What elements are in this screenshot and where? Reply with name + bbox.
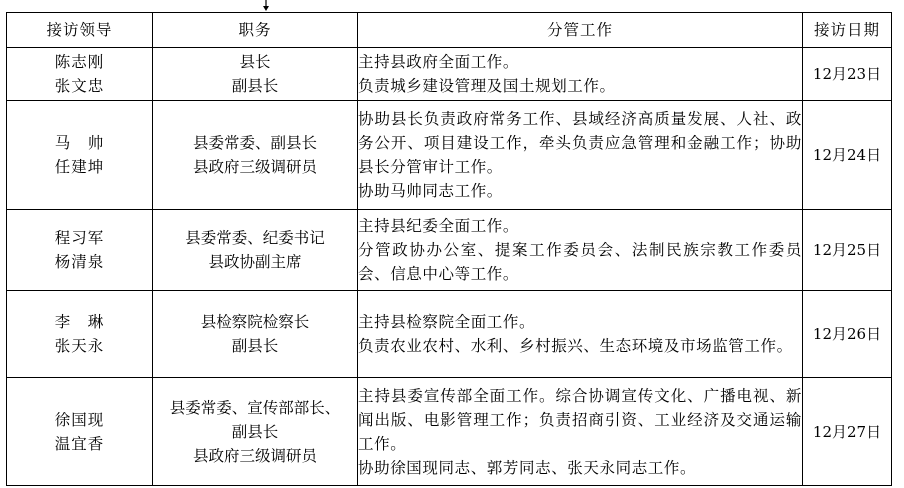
duty-text: 协助徐国现同志、郭芳同志、张天永同志工作。 xyxy=(358,458,697,477)
insertion-marker-icon xyxy=(263,0,269,12)
header-title: 职务 xyxy=(153,13,358,48)
leader-name: 李 琳 xyxy=(54,313,105,331)
leader-title: 副县长 xyxy=(231,422,279,441)
table-header-row xyxy=(7,13,892,48)
titles-cell xyxy=(153,48,358,101)
duty-text: 协助马帅同志工作。 xyxy=(358,182,503,200)
leader-name: 徐国现 xyxy=(54,410,105,429)
titles-cell xyxy=(153,291,358,378)
table-row xyxy=(7,291,892,378)
table-row xyxy=(7,378,892,486)
duties-cell xyxy=(358,291,803,378)
duties-cell xyxy=(358,48,803,101)
duties-cell xyxy=(358,101,803,210)
duties-cell xyxy=(358,378,803,486)
duty-text: 主持县委宣传部全面工作。综合协调宣传文化、广播电视、新闻出版、电影管理工作；负责招商引资、工业经济及交通运输工作。 xyxy=(358,386,802,453)
leader-name: 马 帅 xyxy=(54,134,105,152)
duty-text: 分管政协办公室、提案工作委员会、法制民族宗教工作委员会、信息中心等工作。 xyxy=(358,241,802,283)
leader-name: 任建坤 xyxy=(54,158,105,176)
duty-text: 主持县纪委全面工作。 xyxy=(358,217,520,235)
reception-date: 12月24日 xyxy=(803,101,892,210)
leader-title: 副县长 xyxy=(231,77,279,95)
leaders-cell xyxy=(7,210,153,291)
titles-cell xyxy=(153,210,358,291)
leader-name: 陈志刚 xyxy=(54,53,105,71)
header-date: 接访日期 xyxy=(803,13,892,48)
leaders-cell xyxy=(7,101,153,210)
leader-title: 县检察院检察长 xyxy=(200,313,310,331)
leader-title: 县委常委、宣传部部长、 xyxy=(169,398,341,417)
leader-name: 张天永 xyxy=(54,337,105,355)
header-duties: 分管工作 xyxy=(358,13,803,48)
leader-title: 县委常委、副县长 xyxy=(192,134,317,152)
leader-title: 副县长 xyxy=(231,337,279,355)
leader-name: 温宜香 xyxy=(54,434,105,453)
titles-cell xyxy=(153,101,358,210)
reception-date: 12月23日 xyxy=(803,48,892,101)
reception-schedule-table xyxy=(6,12,892,486)
duty-text: 负责城乡建设管理及国土规划工作。 xyxy=(358,77,616,95)
reception-date: 12月26日 xyxy=(803,291,892,378)
duty-text: 主持县政府全面工作。 xyxy=(358,53,520,71)
duty-text: 协助县长负责政府常务工作、县域经济高质量发展、人社、政务公开、项目建设工作，牵头负责应急管理和金融工作；协助县长分管审计工作。 xyxy=(358,110,802,176)
reception-date: 12月25日 xyxy=(803,210,892,291)
leaders-cell xyxy=(7,48,153,101)
reception-date: 12月27日 xyxy=(803,378,892,486)
leader-name: 张文忠 xyxy=(54,77,105,95)
leader-title: 县委常委、纪委书记 xyxy=(185,229,325,247)
leader-title: 县政府三级调研员 xyxy=(192,158,317,176)
duties-cell xyxy=(358,210,803,291)
table-row xyxy=(7,210,892,291)
leader-title: 县政协副主席 xyxy=(208,253,302,271)
leaders-cell xyxy=(7,291,153,378)
leader-name: 杨清泉 xyxy=(54,253,105,271)
leader-title: 县政府三级调研员 xyxy=(192,446,317,465)
duty-text: 主持县检察院全面工作。 xyxy=(358,313,536,331)
duty-text: 负责农业农村、水利、乡村振兴、生态环境及市场监管工作。 xyxy=(358,337,793,355)
titles-cell xyxy=(153,378,358,486)
table-row xyxy=(7,48,892,101)
header-leaders: 接访领导 xyxy=(7,13,153,48)
leaders-cell xyxy=(7,378,153,486)
leader-title: 县长 xyxy=(239,53,271,71)
table-row xyxy=(7,101,892,210)
leader-name: 程习军 xyxy=(54,229,105,247)
